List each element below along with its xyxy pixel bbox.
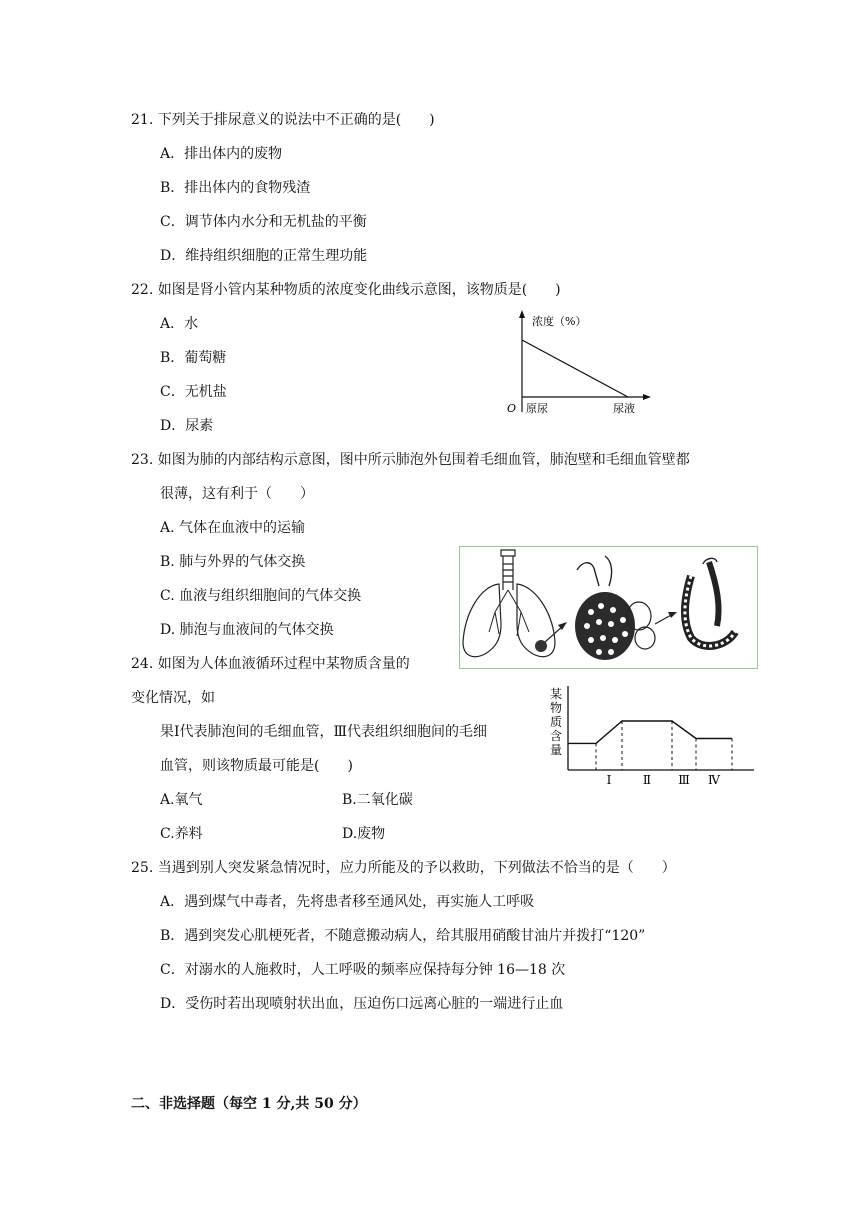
question-21-stem: 21. 下列关于排尿意义的说法中不正确的是( ) — [131, 112, 435, 128]
segment-label: Ⅱ — [642, 773, 652, 787]
x-axis-arrow-icon — [643, 394, 651, 400]
lung-structure-figure — [459, 546, 759, 670]
question-21-option-c: C．调节体内水分和无机盐的平衡 — [160, 214, 367, 230]
question-23-option-d: D. 肺泡与血液间的气体交换 — [160, 622, 334, 638]
section-2-title: 二、非选择题（每空 1 分,共 50 分） — [131, 1096, 367, 1112]
question-24-option-d: D.废物 — [342, 826, 386, 842]
question-24-stem-line1: 24. 如图为人体血液循环过程中某物质含量的 — [131, 656, 410, 672]
question-22-option-b: B．葡萄糖 — [160, 350, 227, 366]
question-25-option-a: A．遇到煤气中毒者，先将患者移至通风处，再实施人工呼吸 — [160, 894, 535, 910]
question-25-stem: 25. 当遇到别人突发紧急情况时，应力所能及的予以救助，下列做法不恰当的是（ ） — [131, 860, 676, 876]
question-24-option-a: A.氧气 — [160, 792, 203, 808]
y-axis-arrow-icon — [519, 310, 525, 318]
question-24-stem-line4: 血管，则该物质最可能是( ) — [160, 758, 353, 774]
question-23-stem-line2: 很薄，这有利于（ ） — [160, 486, 314, 502]
origin-label: O — [507, 402, 517, 415]
question-22-stem: 22. 如图是肾小管内某种物质的浓度变化曲线示意图，该物质是( ) — [131, 282, 561, 298]
question-24-stem-line2: 变化情况，如 — [131, 690, 215, 706]
concentration-line — [522, 340, 628, 397]
question-24-option-c: C.养料 — [160, 826, 203, 842]
y-axis-label: 某物质含量 — [550, 687, 563, 757]
question-22-option-d: D．尿素 — [160, 418, 214, 434]
substance-content-figure — [544, 682, 756, 788]
y-axis-label: 浓度（%） — [532, 315, 587, 328]
question-21-option-d: D．维持组织细胞的正常生理功能 — [160, 248, 368, 264]
question-23-option-c: C. 血液与组织细胞间的气体交换 — [160, 588, 362, 604]
question-23-stem-line1: 23. 如图为肺的内部结构示意图，图中所示肺泡外包围着毛细血管，肺泡壁和毛细血管壁都 — [131, 452, 690, 468]
question-22-option-a: A．水 — [160, 316, 199, 332]
question-25-option-b: B．遇到突发心肌梗死者，不随意搬动病人，给其服用硝酸甘油片并拨打“120” — [160, 928, 646, 944]
x-start-label: 原尿 — [526, 402, 548, 415]
x-end-label: 尿液 — [613, 402, 635, 415]
segment-label: Ⅲ — [678, 773, 690, 787]
question-23-option-b: B. 肺与外界的气体交换 — [160, 554, 306, 570]
concentration-curve-figure — [505, 308, 655, 424]
question-22-option-c: C．无机盐 — [160, 384, 227, 400]
question-24-option-b: B.二氧化碳 — [342, 792, 413, 808]
question-24-stem-line3: 果Ⅰ代表肺泡间的毛细血管，Ⅲ代表组织细胞间的毛细 — [160, 724, 488, 740]
question-21-option-b: B．排出体内的食物残渣 — [160, 180, 311, 196]
question-21-option-a: A．排出体内的废物 — [160, 146, 283, 162]
segment-label: Ⅳ — [708, 773, 720, 787]
segment-label: Ⅰ — [606, 773, 612, 787]
question-25-option-d: D．受伤时若出现喷射状出血，压迫伤口远离心脏的一端进行止血 — [160, 996, 564, 1012]
question-25-option-c: C．对溺水的人施救时，人工呼吸的频率应保持每分钟 16—18 次 — [160, 962, 566, 978]
content-line — [568, 721, 732, 743]
question-23-option-a: A. 气体在血液中的运输 — [160, 520, 306, 536]
